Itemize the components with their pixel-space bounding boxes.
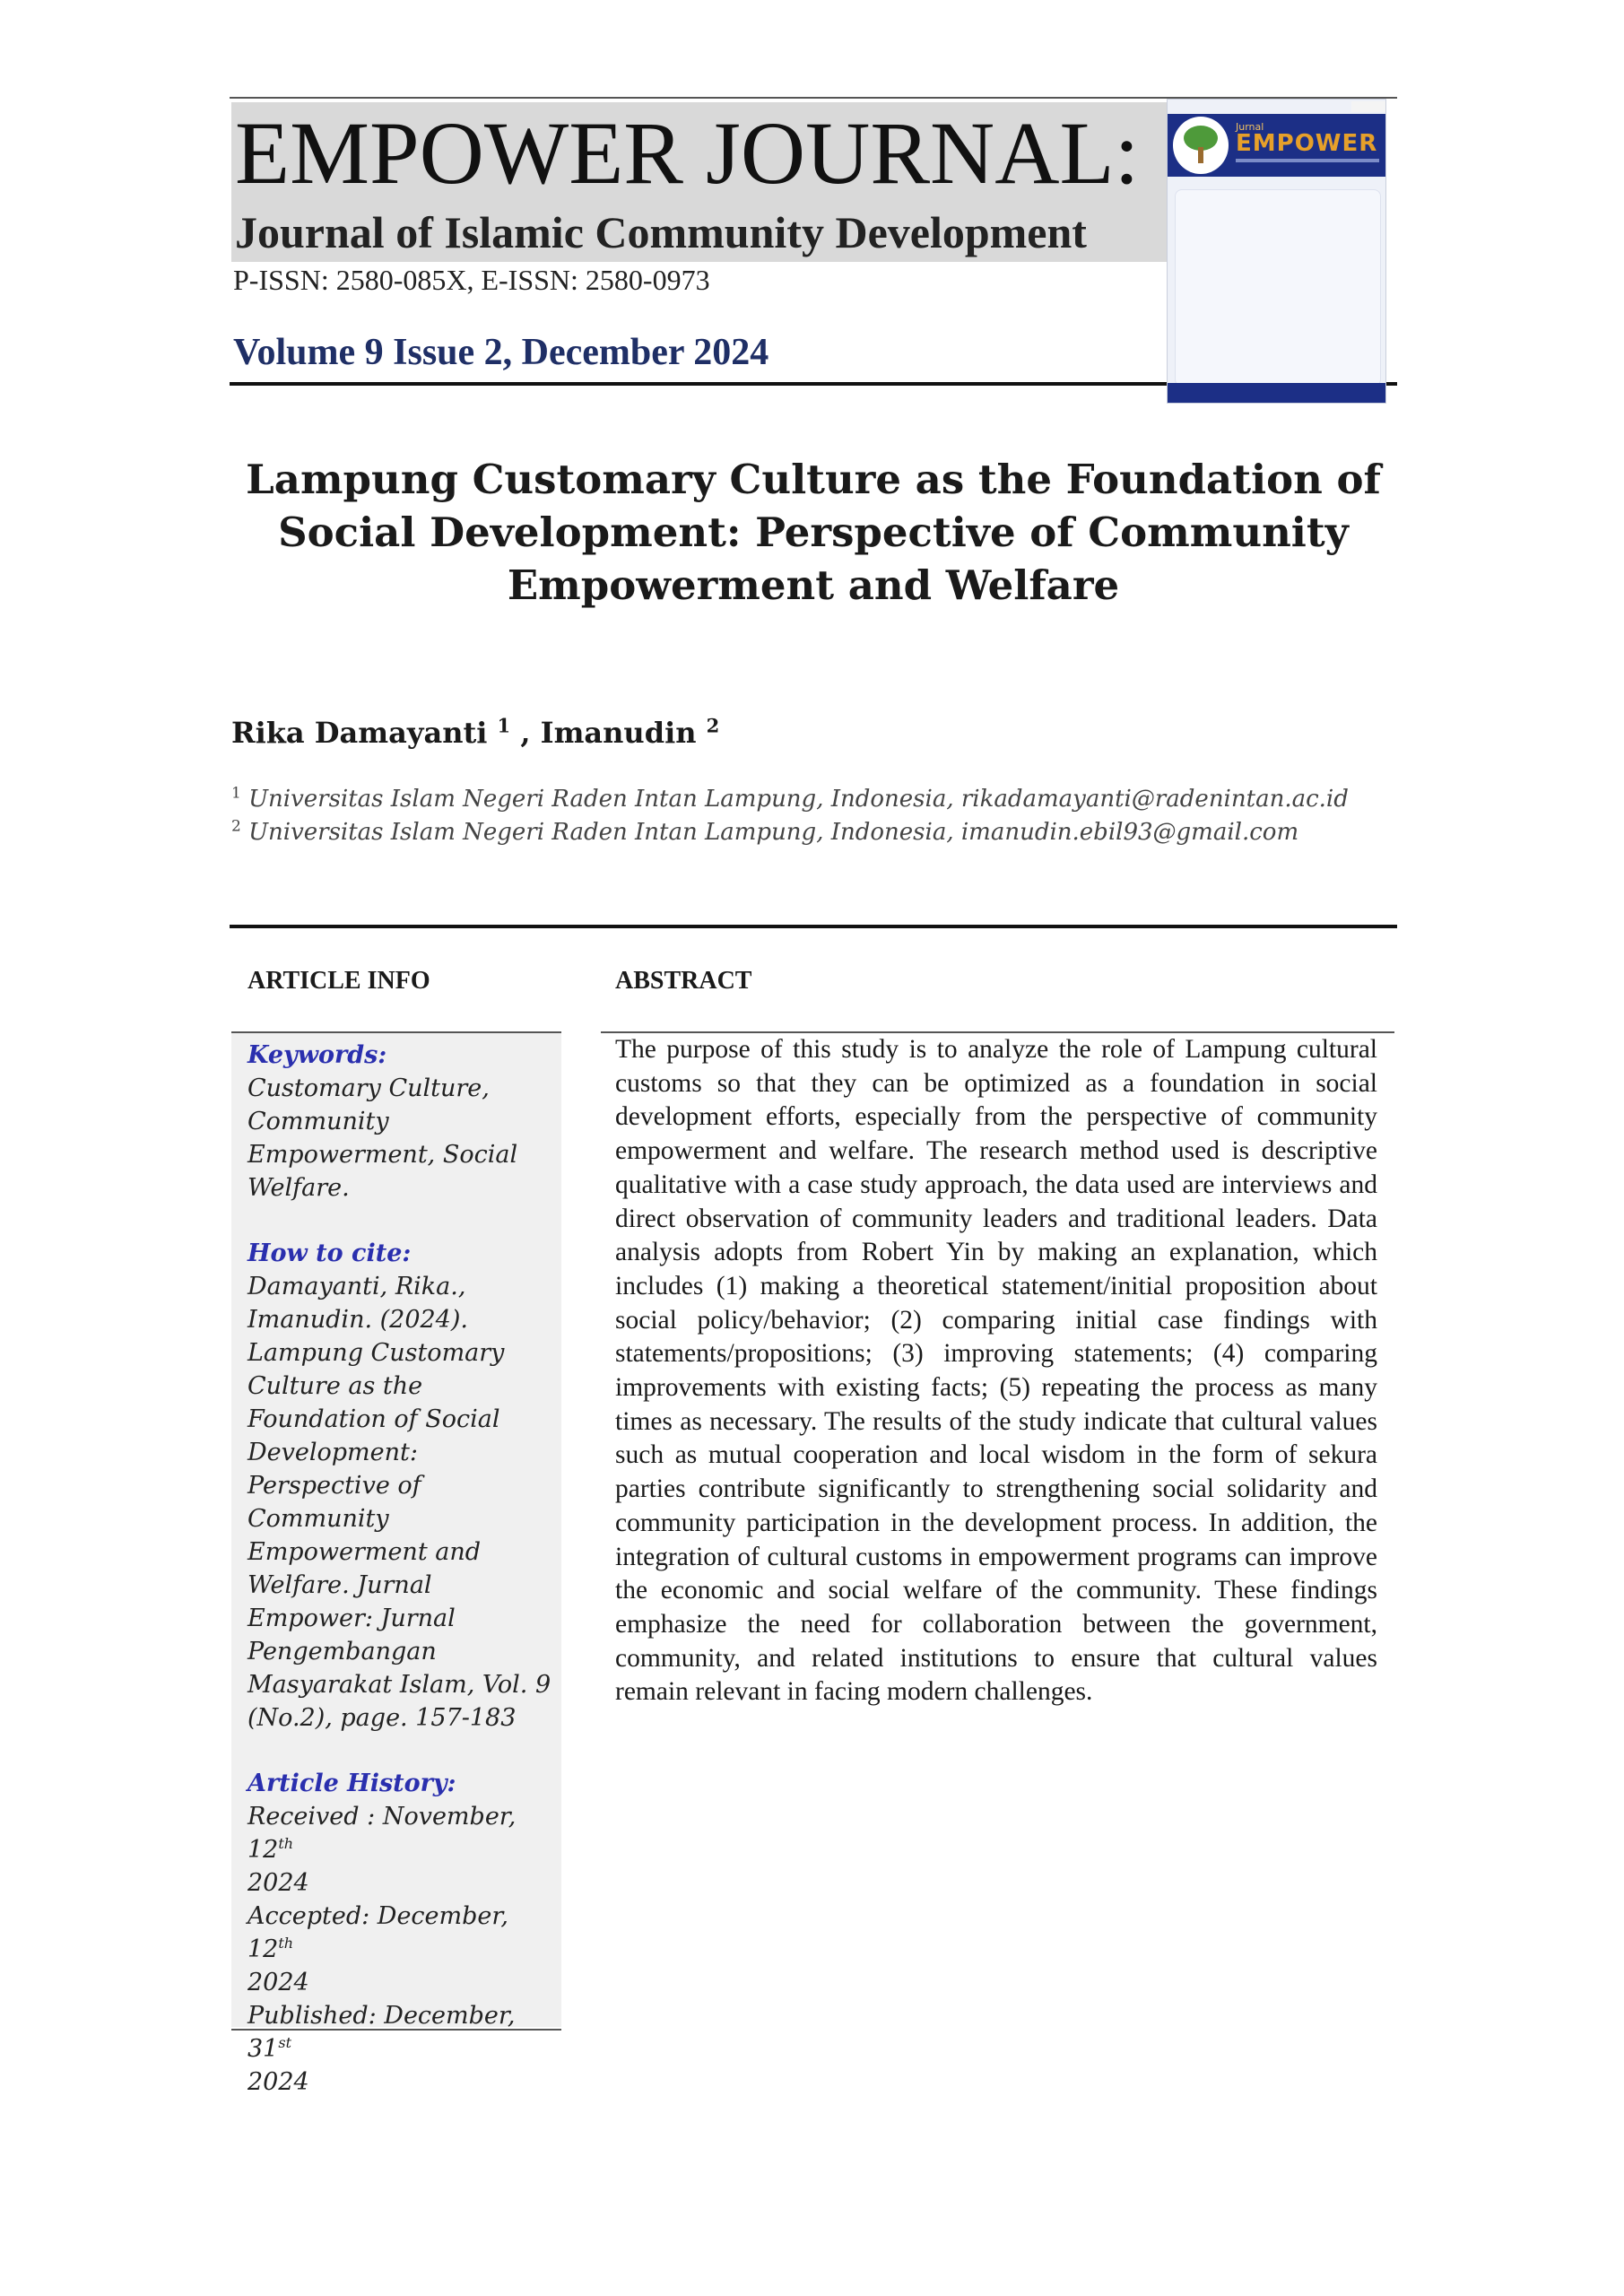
history-entry-sup: th [278,1835,294,1852]
journal-issn: P-ISSN: 2580-085X, E-ISSN: 2580-0973 [233,264,710,296]
history-entry-label: Published: December, 31 [248,2002,516,2063]
affiliation [231,783,1349,815]
author-name: Rika Damayanti [231,716,488,750]
section-divider [230,925,1397,928]
history-entry-year: 2024 [248,1969,309,1996]
tree-logo-icon [1173,117,1229,174]
author-name: Imanudin [540,716,697,750]
history-entry [248,1800,552,1900]
author-sup: 2 [706,714,720,737]
affiliation-sup: 2 [231,817,241,836]
author-separator: , [510,716,541,750]
history-entry [248,1999,552,2099]
affiliation-sup: 1 [231,784,241,803]
affiliation-text: Universitas Islam Negeri Raden Intan Lampung, Indonesia, rikadamayanti@radenintan.ac.id [248,786,1349,813]
journal-title: EMPOWER JOURNAL: [235,103,1140,203]
cite-block [248,1237,552,1735]
history-entry-year: 2024 [248,2068,309,2096]
history-entry-sup: st [278,2034,291,2051]
history-label: Article History: [248,1770,456,1797]
journal-volume: Volume 9 Issue 2, December 2024 [233,332,769,373]
cover-panel [1175,189,1381,387]
cite-label: How to cite: [248,1239,412,1267]
journal-subtitle: Journal of Islamic Community Development [235,207,1087,257]
history-entry-sup: th [278,1935,294,1952]
abstract-text: The purpose of this study is to analyze the role of Lampung cultural customs so that they can be optimized as a foundation in social development efforts, especially from the perspective of community empowerment and welfare. The research method used is descriptive qualitative with a case study approach, the data used are interviews and direct observation of community leaders and traditional leaders. Data analysis adopts from Robert Yin by making an explanation, which includes (1) making a theoretical statement/initial proposition about social policy/behavior; (2) comparing initial case findings with statements/propositions; (3) improving statements; (4) comparing improvements with existing facts; (5) repeating the process as many times as necessary. The results of the study indicate that cultural values such as mutual cooperation and local wisdom in the form of sekura parties contribute significantly to strengthening social solidarity and community participation in the development process. In addition, the integration of cultural customs in empowerment programs can improve the economic and social welfare of the community. These findings emphasize the need for collaboration between the government, community, and related institutions to ensure that cultural values remain relevant in facing modern challenges. [615,1035,1377,1707]
history-entry-label: Received : November, 12 [248,1803,517,1864]
history-entry-year: 2024 [248,1869,309,1897]
author-list [231,713,719,752]
affiliation [231,816,1298,848]
cover-footer-band [1168,383,1385,403]
keywords-label: Keywords: [248,1041,387,1069]
cite-text: Damayanti, Rika., Imanudin. (2024). Lampung Customary Culture as the Foundation of Social Development: Perspective of Community Empowerment and Welfare. Jurnal Empower: Jurnal Pengembangan Masyarakat Islam, Vol. 9 (No.2), page. 157-183 [248,1273,551,1732]
cover-small-text: Jurnal [1236,121,1264,133]
history-entry [248,1900,552,1999]
article-info-content [248,1039,552,2131]
article-title: Lampung Customary Culture as the Foundation of Social Development: Perspective of Community Empowerment and Welfare [246,456,1381,609]
abstract-heading: ABSTRACT [615,967,752,995]
cover-brand: EMPOWER [1236,130,1378,157]
affiliation-text: Universitas Islam Negeri Raden Intan Lampung, Indonesia, imanudin.ebil93@gmail.com [248,819,1299,846]
history-entry-label: Accepted: December, 12 [248,1902,508,1963]
keywords-text: Customary Culture, Community Empowerment, Social Welfare. [248,1074,518,1202]
cover-tag [1351,101,1385,112]
cover-tagline [1236,159,1379,162]
article-info-top-rule [231,1031,561,1033]
journal-cover-image [1167,99,1386,404]
history-block [248,1767,552,2099]
article-info-heading: ARTICLE INFO [248,967,430,995]
keywords-block [248,1039,552,1205]
author-sup: 1 [497,714,511,737]
